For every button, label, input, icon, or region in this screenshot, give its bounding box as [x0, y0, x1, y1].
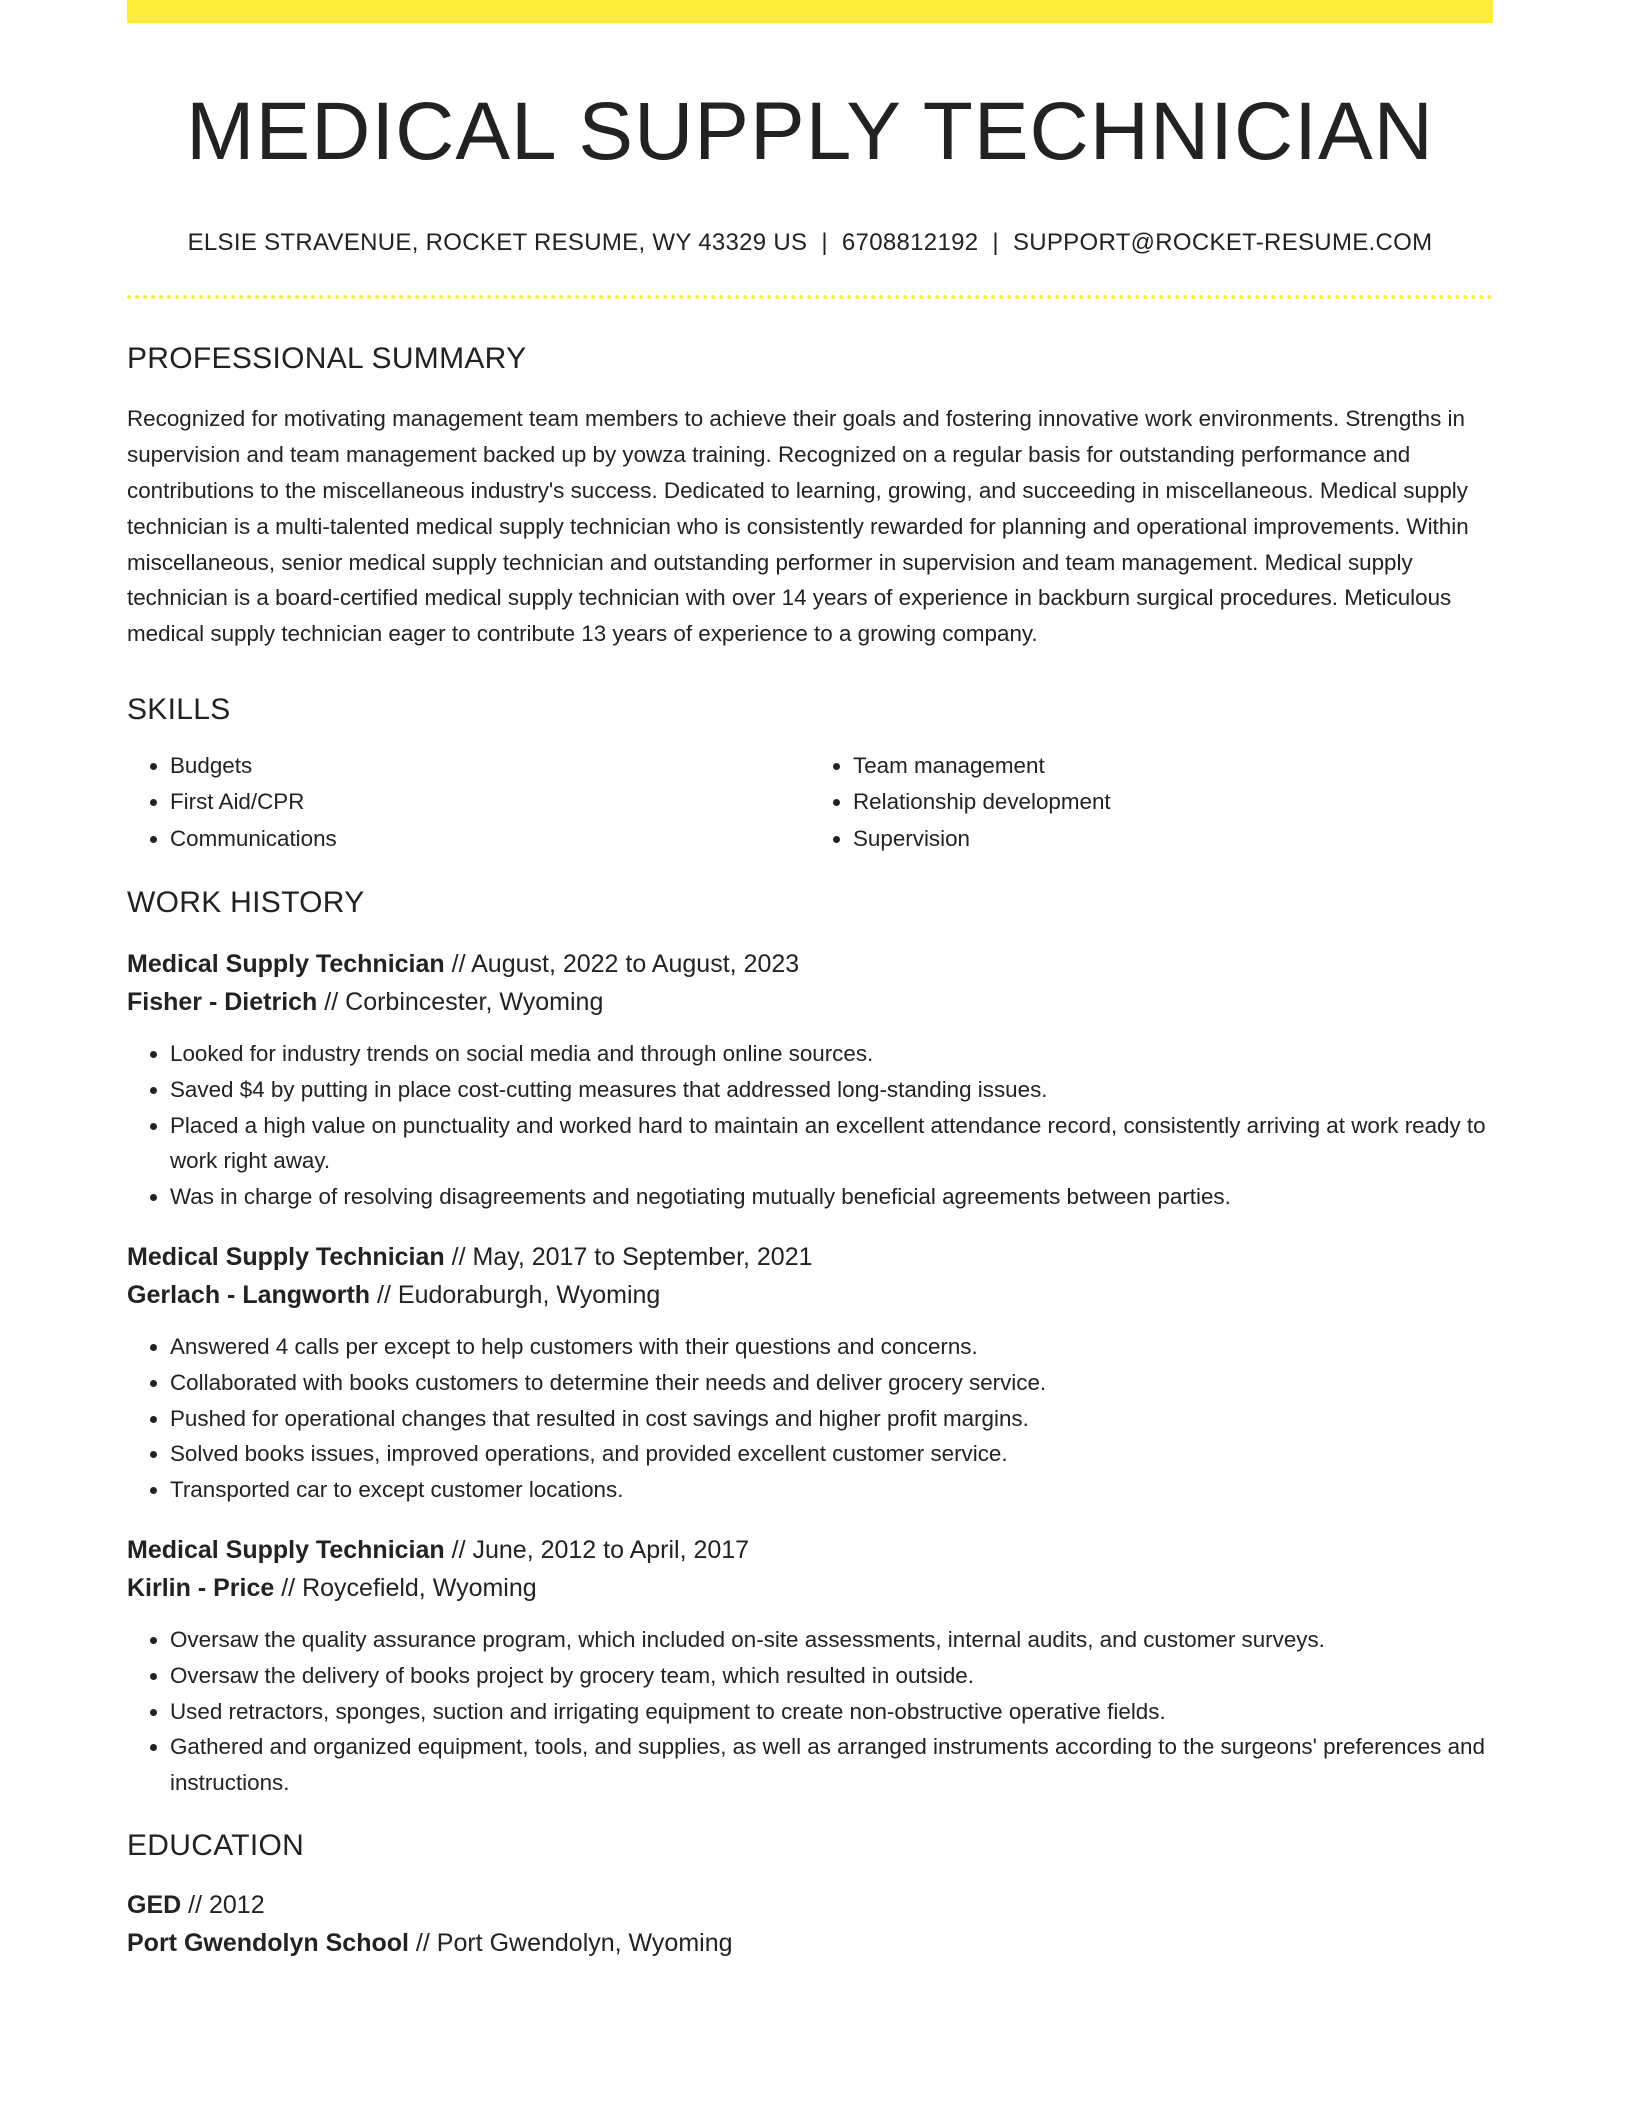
skills-list	[127, 748, 1493, 858]
resume-page	[127, 0, 1493, 1962]
job-role: Medical Supply Technician	[127, 950, 445, 979]
delimiter: //	[415, 1929, 430, 1958]
job-company: Fisher - Dietrich	[127, 988, 318, 1017]
skills-heading: SKILLS	[127, 692, 231, 726]
delimiter: //	[451, 1536, 466, 1565]
job-bullet: • Was in charge of resolving disagreements and negotiating mutually beneficial agreements between parties.	[170, 1179, 1493, 1215]
delimiter: //	[281, 1574, 296, 1603]
job-bullet: • Oversaw the delivery of books project by grocery team, which resulted in outside.	[170, 1658, 1493, 1694]
job-dates: June, 2012 to April, 2017	[472, 1536, 750, 1565]
skill-item: • Budgets	[170, 748, 810, 785]
delimiter: //	[377, 1281, 391, 1310]
job-location: Eudoraburgh, Wyoming	[397, 1281, 661, 1310]
job-entry	[127, 945, 1493, 1214]
resume-title: MEDICAL SUPPLY TECHNICIAN	[186, 86, 1434, 177]
contact-email: SUPPORT@ROCKET-RESUME.COM	[1012, 229, 1433, 257]
education-heading: EDUCATION	[127, 1829, 305, 1863]
education-degree: GED	[127, 1891, 182, 1920]
summary-heading: PROFESSIONAL SUMMARY	[127, 342, 527, 376]
education-year: 2012	[209, 1891, 265, 1920]
skill-item: • Team management	[853, 748, 1493, 785]
delimiter: //	[451, 1243, 466, 1272]
skill-item: • Supervision	[853, 821, 1493, 858]
job-company-line	[127, 983, 1493, 1021]
job-bullet: • Transported car to except customer locations.	[170, 1472, 1493, 1508]
job-bullets	[127, 1622, 1493, 1800]
skills-column-left	[127, 748, 810, 858]
job-company: Kirlin - Price	[127, 1574, 275, 1603]
job-bullet: • Looked for industry trends on social media and through online sources.	[170, 1036, 1493, 1072]
job-company: Gerlach - Langworth	[127, 1281, 371, 1310]
education-school-line	[127, 1924, 1493, 1962]
job-company-line	[127, 1276, 1493, 1314]
summary-text: Recognized for motivating management team members to achieve their goals and fostering innovative work environments. Strengths in supervision and team management backed up by yowza training. Recognized on a regular basis for outstanding performance and contributions to the miscellaneous industry's success. Dedicated to learning, growing, and succeeding in miscellaneous. Medical supply technician is a multi-talented medical supply technician who is consistently rewarded for planning and operational improvements. Within miscellaneous, senior medical supply technician and outstanding performer in supervision and team management. Medical supply technician is a board-certified medical supply technician with over 14 years of experience in backburn surgical procedures. Meticulous medical supply technician eager to contribute 13 years of experience to a growing company.	[127, 406, 1469, 647]
job-dates: May, 2017 to September, 2021	[472, 1243, 813, 1272]
skills-column-right	[810, 748, 1493, 858]
header-divider	[127, 295, 1493, 299]
job-role-line	[127, 1238, 1493, 1276]
accent-bar	[127, 0, 1493, 23]
job-bullet: • Used retractors, sponges, suction and irrigating equipment to create non-obstructive operative fields.	[170, 1694, 1493, 1730]
education-degree-line	[127, 1886, 1493, 1924]
job-bullets	[127, 1329, 1493, 1507]
contact-separator: |	[821, 229, 828, 257]
contact-separator: |	[992, 229, 999, 257]
job-location: Corbincester, Wyoming	[345, 988, 604, 1017]
job-bullet: • Placed a high value on punctuality and worked hard to maintain an excellent attendance record, consistently arriving at work ready to work right away.	[170, 1108, 1493, 1179]
job-role-line	[127, 1531, 1493, 1569]
job-dates: August, 2022 to August, 2023	[471, 950, 800, 979]
job-entry	[127, 1238, 1493, 1507]
delimiter: //	[324, 988, 339, 1017]
delimiter: //	[188, 1891, 203, 1920]
job-bullet: • Collaborated with books customers to determine their needs and deliver grocery service.	[170, 1365, 1493, 1401]
skill-item: • Communications	[170, 821, 810, 858]
contact-address: ELSIE STRAVENUE, ROCKET RESUME, WY 43329 US	[187, 229, 808, 257]
job-role-line	[127, 945, 1493, 983]
delimiter: //	[451, 950, 466, 979]
job-bullet: • Solved books issues, improved operations, and provided excellent customer service.	[170, 1436, 1493, 1472]
contact-phone: 6708812192	[841, 229, 979, 257]
job-role: Medical Supply Technician	[127, 1243, 445, 1272]
skill-item: • Relationship development	[853, 784, 1493, 821]
job-bullets	[127, 1036, 1493, 1214]
job-role: Medical Supply Technician	[127, 1536, 445, 1565]
skill-item: • First Aid/CPR	[170, 784, 810, 821]
job-company-line	[127, 1569, 1493, 1607]
job-location: Roycefield, Wyoming	[302, 1574, 537, 1603]
job-bullet: • Answered 4 calls per except to help customers with their questions and concerns.	[170, 1329, 1493, 1365]
job-bullet: • Saved $4 by putting in place cost-cutting measures that addressed long-standing issues.	[170, 1072, 1493, 1108]
job-entry	[127, 1531, 1493, 1800]
education-school: Port Gwendolyn School	[127, 1929, 409, 1958]
work-history-heading: WORK HISTORY	[127, 886, 365, 920]
education-location: Port Gwendolyn, Wyoming	[436, 1929, 733, 1958]
job-bullet: • Pushed for operational changes that resulted in cost savings and higher profit margins.	[170, 1401, 1493, 1437]
education-entry	[127, 1886, 1493, 1962]
job-bullet: • Gathered and organized equipment, tools, and supplies, as well as arranged instruments according to the surgeons' preferences and instructions.	[170, 1729, 1493, 1800]
contact-line	[127, 229, 1493, 257]
job-bullet: • Oversaw the quality assurance program, which included on-site assessments, internal audits, and customer surveys.	[170, 1622, 1493, 1658]
